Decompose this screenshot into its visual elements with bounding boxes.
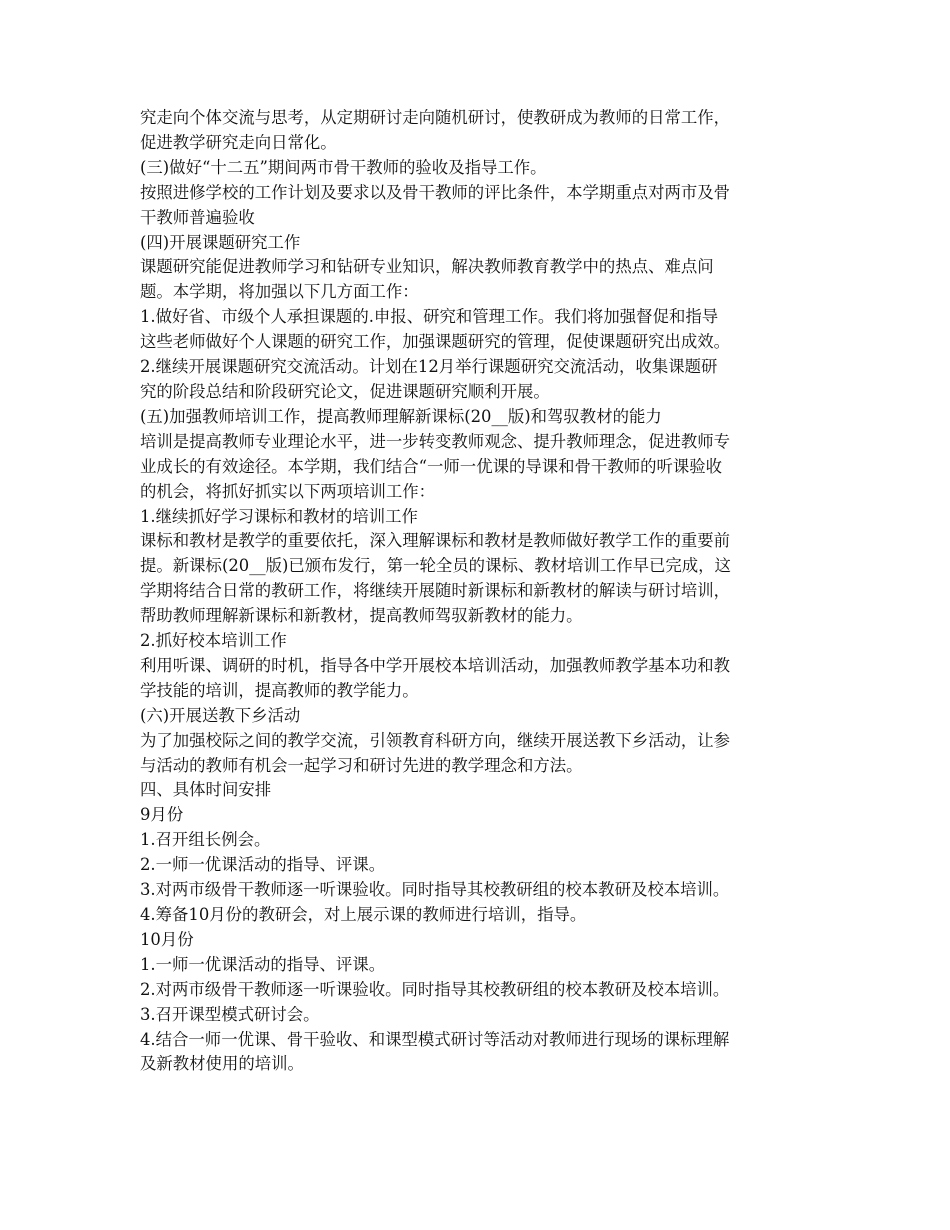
text-line: 2.继续开展课题研究交流活动。计划在12月举行课题研究交流活动，收集课题研 (140, 357, 718, 377)
text-line: 4.结合一师一优课、骨干验收、和课型模式研讨等活动对教师进行现场的课标理解 (140, 1029, 730, 1049)
text-line: 培训是提高教师专业理论水平，进一步转变教师观念、提升教师理念，促进教师专 (140, 431, 731, 451)
text-line: (三)做好“十二五”期间两市骨干教师的验收及指导工作。 (140, 157, 547, 177)
text-line: 及新教材使用的培训。 (140, 1054, 304, 1074)
text-line: 2.一师一优课活动的指导、评课。 (140, 855, 386, 875)
text-line: 9月份 (140, 805, 184, 825)
text-line: 2.抓好校本培训工作 (140, 631, 287, 651)
text-line: 利用听课、调研的时机，指导各中学开展校本培训活动，加强教师教学基本功和教 (140, 655, 731, 675)
text-line: 促进教学研究走向日常化。 (140, 132, 337, 152)
text-line: 为了加强校际之间的教学交流，引领教育科研方向，继续开展送教下乡活动，让参 (140, 730, 731, 750)
text-line: 课题研究能促进教师学习和钻研专业知识，解决教师教育教学中的热点、难点问 (140, 257, 714, 277)
text-line: 1.一师一优课活动的指导、评课。 (140, 954, 386, 974)
text-line: 的机会，将抓好抓实以下两项培训工作： (140, 481, 436, 501)
text-line: 帮助教师理解新课标和新教材，提高教师驾驭新教材的能力。 (140, 606, 583, 626)
text-line: 业成长的有效途径。本学期，我们结合“一师一优课的导课和骨干教师的听课验收 (140, 456, 723, 476)
text-line: 学期将结合日常的教研工作，将继续开展随时新课标和新教材的解读与研讨培训， (140, 581, 731, 601)
text-line: 课标和教材是教学的重要依托，深入理解课标和教材是教师做好教学工作的重要前 (140, 531, 731, 551)
text-line: 1.召开组长例会。 (140, 830, 271, 850)
text-line: 干教师普遍验收 (140, 207, 255, 227)
text-line: (六)开展送教下乡活动 (140, 705, 301, 725)
text-line: 题。本学期，将加强以下几方面工作： (140, 282, 419, 302)
text-line: (五)加强教师培训工作，提高教师理解新课标(20__版)和驾驭教材的能力 (140, 406, 662, 426)
text-line: 究走向个体交流与思考，从定期研讨走向随机研讨，使教研成为教师的日常工作， (140, 108, 731, 127)
text-line: 3.对两市级骨干教师逐一听课验收。同时指导其校教研组的校本教研及校本培训。 (140, 880, 730, 900)
text-line: 与活动的教师有机会一起学习和研讨先进的教学理念和方法。 (140, 755, 583, 775)
text-line: 学技能的培训，提高教师的教学能力。 (140, 680, 419, 700)
text-line: 3.召开课型模式研讨会。 (140, 1004, 320, 1024)
text-line: 2.对两市级骨干教师逐一听课验收。同时指导其校教研组的校本教研及校本培训。 (140, 979, 730, 999)
text-line: 10月份 (140, 929, 194, 949)
text-line: 1.做好省、市级个人承担课题的.申报、研究和管理工作。我们将加强督促和指导 (140, 307, 719, 327)
text-line: 1.继续抓好学习课标和教材的培训工作 (140, 506, 418, 526)
text-line: 提。新课标(20__版)已颁布发行，第一轮全员的课标、教材培训工作早已完成，这 (140, 556, 731, 576)
text-line: (四)开展课题研究工作 (140, 232, 301, 252)
text-line: 究的阶段总结和阶段研究论文，促进课题研究顺利开展。 (140, 381, 550, 401)
text-line: 按照进修学校的工作计划及要求以及骨干教师的评比条件，本学期重点对两市及骨 (140, 182, 731, 202)
text-line: 4.筹备10月份的教研会，对上展示课的教师进行培训，指导。 (140, 905, 587, 924)
document-page (140, 106, 820, 1077)
text-line: 四、具体时间安排 (140, 780, 272, 800)
text-line: 这些老师做好个人课题的研究工作，加强课题研究的管理，促使课题研究出成效。 (140, 332, 731, 352)
